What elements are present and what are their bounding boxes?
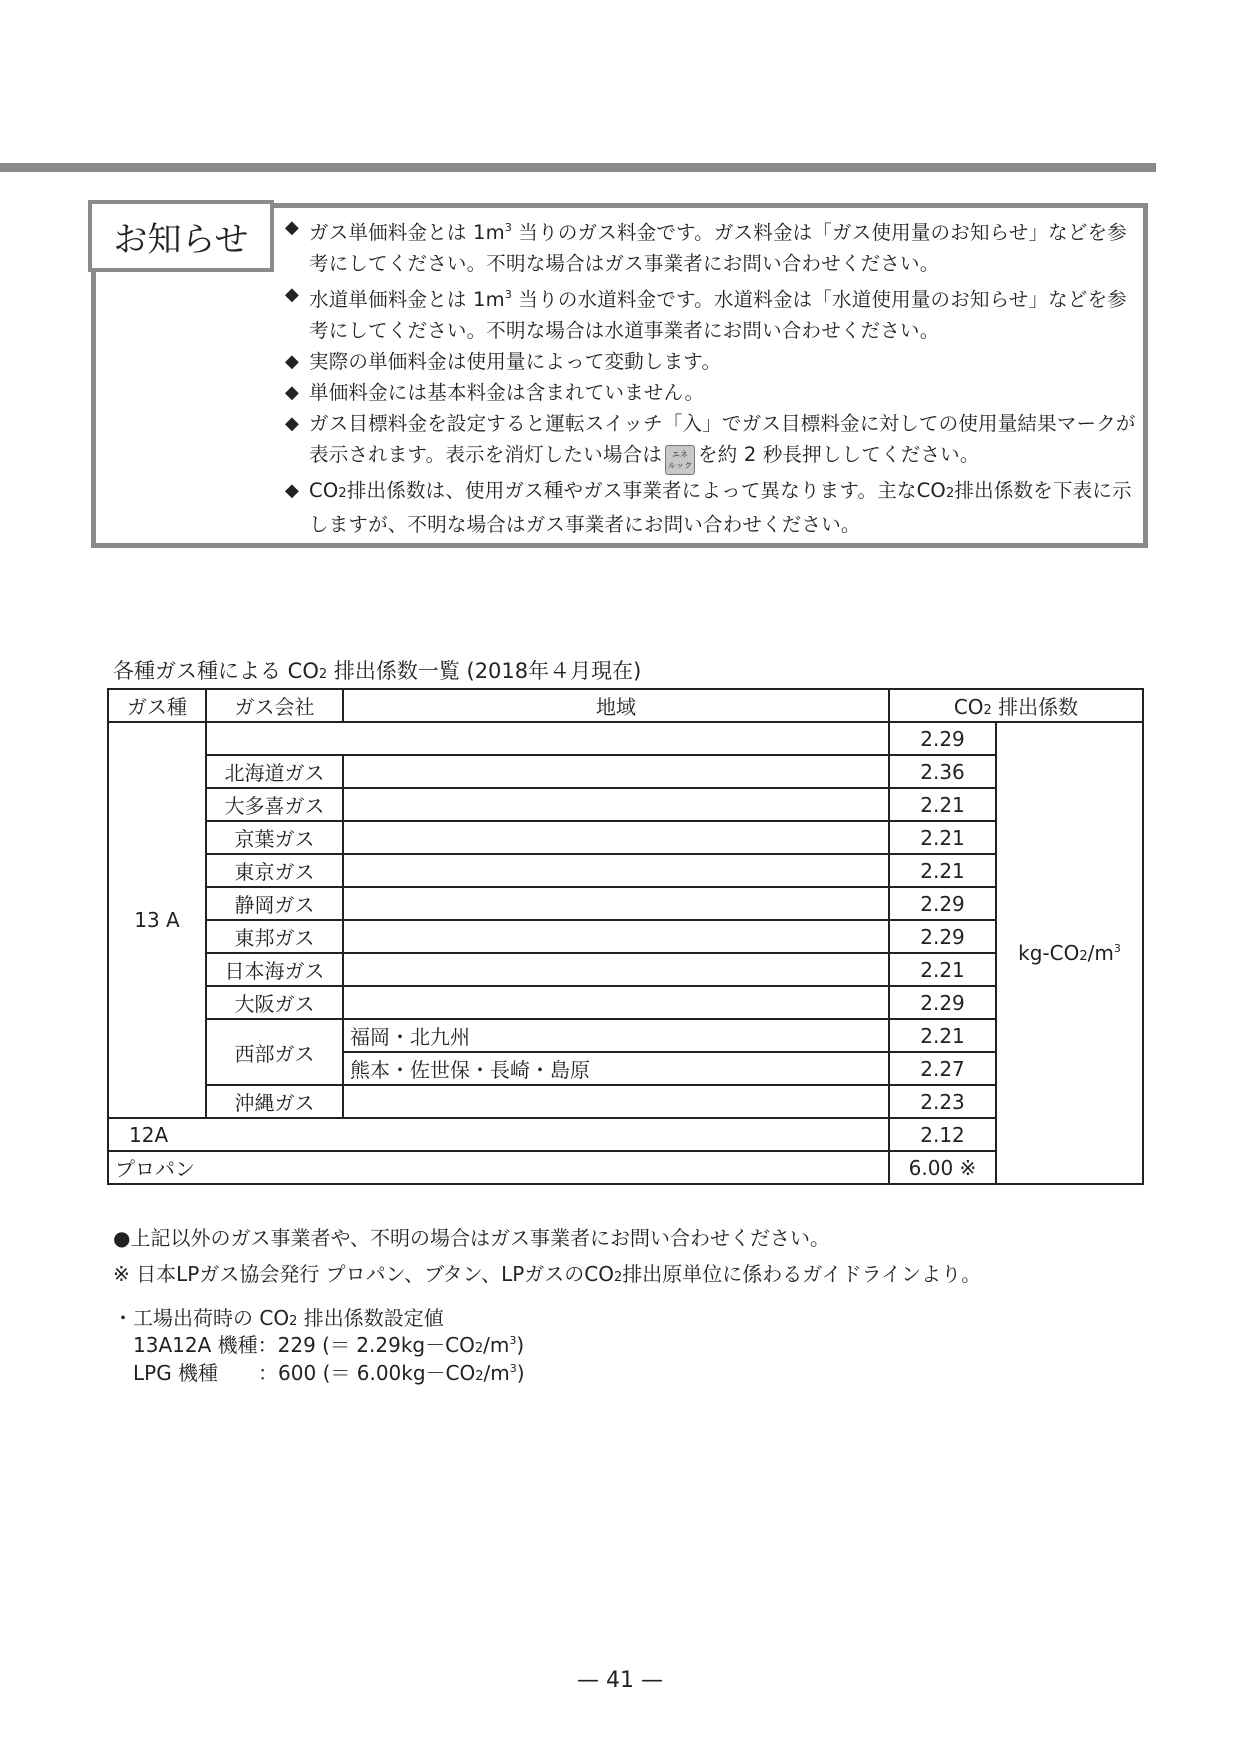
table-row <box>108 887 1143 920</box>
diamond-bullet-icon: ◆ <box>285 217 300 238</box>
page-number: — 41 — <box>577 1668 663 1693</box>
company-cell: 静岡ガス <box>206 887 343 920</box>
notice-item-co2: ◆ CO2排出係数は、使用ガス種やガス事業者によって異なります。主なCO2排出係数を下表に示しますが、不明な場合はガス事業者にお問い合わせください。 <box>285 475 1145 540</box>
table-caption: 各種ガス種による CO2 排出係数一覧 (2018年４月現在) <box>113 659 642 683</box>
value-cell: 2.27 <box>889 1052 996 1085</box>
value-cell: 2.29 <box>889 887 996 920</box>
note-lpg: LPG 機種 ：600 (＝ $6.00kg-CO2/m^3$) <box>133 1361 525 1385</box>
company-cell: 東京ガス <box>206 854 343 887</box>
company-cell: 大多喜ガス <box>206 788 343 821</box>
value-cell: 2.23 <box>889 1085 996 1118</box>
region-cell <box>343 755 889 788</box>
value-cell: 2.29 <box>889 920 996 953</box>
table-header-row <box>108 689 1143 722</box>
diamond-bullet-icon: ◆ <box>285 351 300 372</box>
company-cell: 沖縄ガス <box>206 1085 343 1118</box>
value-cell: 2.29 <box>889 986 996 1019</box>
company-cell: 京葉ガス <box>206 821 343 854</box>
eneluck-key-icon: エネ ルック <box>665 445 695 475</box>
table-row <box>108 1151 1143 1184</box>
notice-list <box>285 212 1145 540</box>
notice-item-base-fee: ◆ 単価料金には基本料金は含まれていません。 <box>285 377 1145 408</box>
value-cell: 2.21 <box>889 854 996 887</box>
diamond-bullet-icon: ◆ <box>285 382 300 403</box>
header-gas-type: ガス種 <box>108 689 206 722</box>
table-row <box>108 788 1143 821</box>
region-cell <box>343 788 889 821</box>
header-company: ガス会社 <box>206 689 343 722</box>
table-row <box>108 1085 1143 1118</box>
co2-table <box>107 688 1144 1185</box>
table-row <box>108 722 1143 755</box>
table-row <box>108 1019 1143 1052</box>
gas-type-propane: プロパン <box>108 1151 889 1184</box>
table-row <box>108 854 1143 887</box>
value-cell: 2.21 <box>889 1019 996 1052</box>
company-cell: 日本海ガス <box>206 953 343 986</box>
region-cell: 福岡・北九州 <box>343 1019 889 1052</box>
region-cell <box>343 920 889 953</box>
value-cell: 2.21 <box>889 788 996 821</box>
region-cell <box>343 953 889 986</box>
value-cell: 2.12 <box>889 1118 996 1151</box>
notice-item-actual-price: ◆ 実際の単価料金は使用量によって変動します。 <box>285 346 1145 377</box>
region-cell <box>343 986 889 1019</box>
header-region: 地域 <box>343 689 889 722</box>
region-cell <box>343 821 889 854</box>
notice-label-text: お知らせ <box>92 204 270 268</box>
table-row <box>108 755 1143 788</box>
table-row <box>108 920 1143 953</box>
company-cell: 大阪ガス <box>206 986 343 1019</box>
table-row <box>108 1118 1143 1151</box>
note-footnote: ※ 日本LPガス協会発行 プロパン、ブタン、LPガスのCO2排出原単位に係わるガイドラインより。 <box>113 1262 982 1286</box>
notice-item-target: ◆ ガス目標料金を設定すると運転スイッチ「入」でガス目標料金に対しての使用量結果マークが表示されます。表示を消灯したい場合は エネ ルック を約 2 秒長押ししてください。 <box>285 408 1145 475</box>
notice-item-gas-unit: ◆ ガス単価料金とは $1m^3$ 当りのガス料金です。ガス料金は「ガス使用量のお知らせ」などを参考にしてください。不明な場合はガス事業者にお問い合わせください。 <box>285 212 1145 279</box>
top-rule <box>0 163 1156 172</box>
diamond-bullet-icon: ◆ <box>285 284 300 305</box>
value-cell: 2.21 <box>889 953 996 986</box>
notice-item-water-unit: ◆ 水道単価料金とは $1m^3$ 当りの水道料金です。水道料金は「水道使用量のお知らせ」などを参考にしてください。不明な場合は水道事業者にお問い合わせください。 <box>285 279 1145 346</box>
company-cell: 西部ガス <box>206 1019 343 1085</box>
table-row <box>108 821 1143 854</box>
company-cell: 北海道ガス <box>206 755 343 788</box>
value-cell: 2.36 <box>889 755 996 788</box>
note-13a12a: 13A12A 機種：229 (＝ $2.29kg-CO2/m^3$) <box>133 1333 525 1357</box>
company-cell: 東邦ガス <box>206 920 343 953</box>
company-cell <box>206 722 889 755</box>
table-row <box>108 953 1143 986</box>
gas-type-12a: 12A <box>108 1118 889 1151</box>
diamond-bullet-icon: ◆ <box>285 413 300 434</box>
value-cell: 2.29 <box>889 722 996 755</box>
region-cell <box>343 887 889 920</box>
region-cell <box>343 854 889 887</box>
region-cell: 熊本・佐世保・長崎・島原 <box>343 1052 889 1085</box>
value-cell: 2.21 <box>889 821 996 854</box>
note-other-companies: ●上記以外のガス事業者や、不明の場合はガス事業者にお問い合わせください。 <box>113 1226 831 1250</box>
header-co2: CO2 排出係数 <box>889 689 1143 722</box>
value-cell: 6.00 ※ <box>889 1151 996 1184</box>
gas-type-13a: 13 A <box>108 722 206 1118</box>
notice-label <box>88 200 274 272</box>
table-row <box>108 986 1143 1019</box>
diamond-bullet-icon: ◆ <box>285 480 300 501</box>
unit-cell: $kg-CO2/m^3$ <box>996 722 1143 1184</box>
note-factory: ・工場出荷時の CO2 排出係数設定値 <box>113 1306 444 1330</box>
region-cell <box>343 1085 889 1118</box>
